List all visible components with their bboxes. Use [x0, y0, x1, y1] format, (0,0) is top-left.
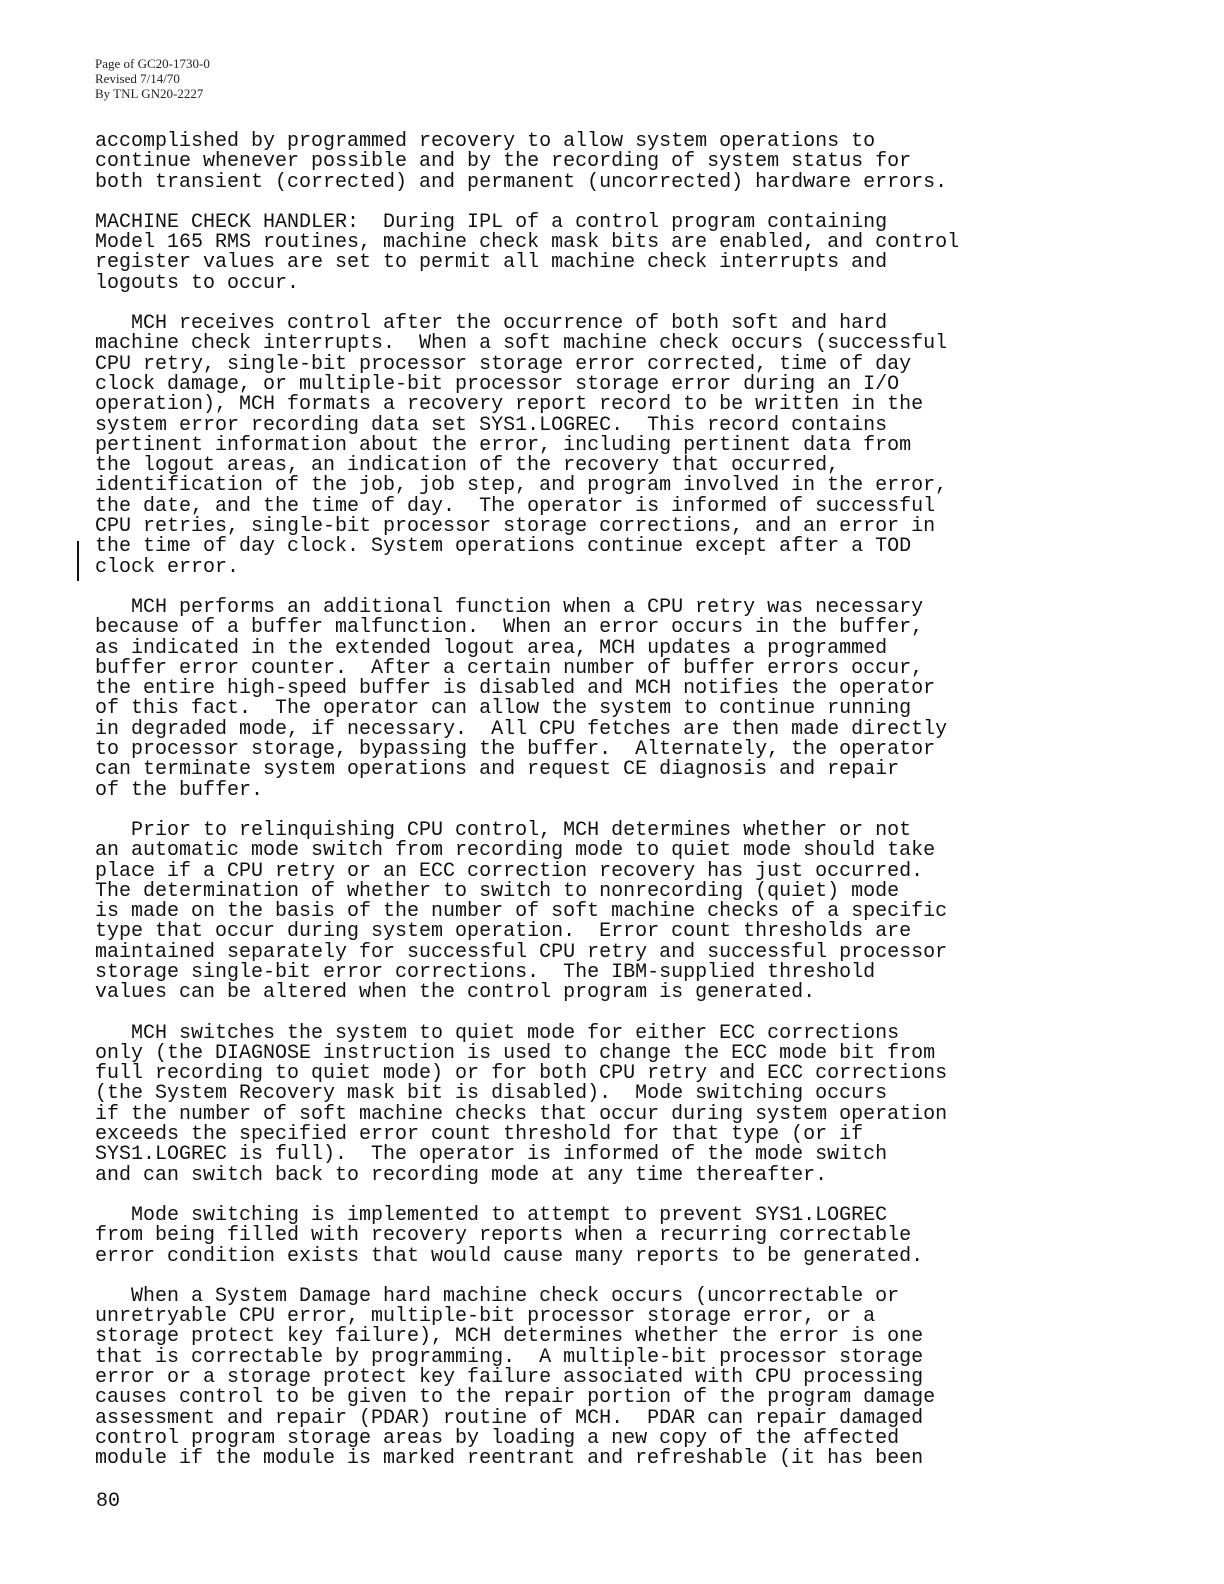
- text-line: both transient (corrected) and permanent (uncorrected) hardware errors.: [95, 170, 948, 194]
- text-line: can terminate system operations and request CE diagnosis and repair: [95, 758, 900, 782]
- text-line: Mode switching is implemented to attempt to prevent SYS1.LOGREC: [95, 1203, 888, 1227]
- text-line: error or a storage protect key failure associated with CPU processing: [95, 1366, 924, 1390]
- text-line: clock damage, or multiple-bit processor storage error during an I/O: [95, 372, 900, 396]
- text-line: SYS1.LOGREC is full). The operator is informed of the mode switch: [95, 1143, 888, 1167]
- text-line: to processor storage, bypassing the buffer. Alternately, the operator: [95, 738, 936, 762]
- text-line: is made on the basis of the number of soft machine checks of a specific: [95, 900, 948, 924]
- text-line: maintained separately for successful CPU retry and successful processor: [95, 940, 948, 964]
- text-line: an automatic mode switch from recording mode to quiet mode should take: [95, 839, 936, 863]
- text-line: machine check interrupts. When a soft machine check occurs (successful: [95, 332, 948, 356]
- header-revision-date: Revised 7/14/70: [95, 71, 180, 86]
- revision-change-bar: [77, 541, 79, 581]
- paragraph: [95, 1203, 975, 1268]
- text-line: identification of the job, job step, and program involved in the error,: [95, 474, 948, 498]
- page-header: [95, 56, 210, 101]
- text-line: (the System Recovery mask bit is disabled). Mode switching occurs: [95, 1082, 888, 1106]
- text-line: logouts to occur.: [95, 271, 300, 295]
- text-line: from being filled with recovery reports when a recurring correctable: [95, 1224, 912, 1248]
- page-number: 80: [96, 1490, 121, 1513]
- text-line: because of a buffer malfunction. When an error occurs in the buffer,: [95, 616, 924, 640]
- text-line: CPU retries, single-bit processor storage corrections, and an error in: [95, 515, 936, 539]
- text-line: as indicated in the extended logout area, MCH updates a programmed: [95, 636, 888, 660]
- text-line: MCH switches the system to quiet mode for either ECC corrections: [95, 1021, 900, 1045]
- text-line: system error recording data set SYS1.LOGREC. This record contains: [95, 413, 888, 437]
- paragraph: [95, 1284, 975, 1471]
- text-line: module if the module is marked reentrant and refreshable (it has been: [95, 1447, 924, 1471]
- text-line: type that occur during system operation. Error count thresholds are: [95, 920, 912, 944]
- text-line: only (the DIAGNOSE instruction is used to change the ECC mode bit from: [95, 1041, 936, 1065]
- text-line: Prior to relinquishing CPU control, MCH determines whether or not: [95, 818, 912, 842]
- text-line: the logout areas, an indication of the recovery that occurred,: [95, 454, 840, 478]
- body-text: [95, 132, 975, 1490]
- paragraph: [95, 132, 975, 193]
- text-line: unretryable CPU error, multiple-bit processor storage error, or a: [95, 1305, 876, 1329]
- text-line: storage single-bit error corrections. The IBM-supplied threshold: [95, 960, 876, 984]
- text-line: Model 165 RMS routines, machine check mask bits are enabled, and control: [95, 231, 960, 255]
- text-line: in degraded mode, if necessary. All CPU fetches are then made directly: [95, 717, 948, 741]
- text-line: full recording to quiet mode) or for both CPU retry and ECC corrections: [95, 1062, 948, 1086]
- text-line: clock error.: [95, 555, 240, 579]
- text-line: place if a CPU retry or an ECC correction recovery has just occurred.: [95, 859, 924, 883]
- text-line: storage protect key failure), MCH determines whether the error is one: [95, 1325, 924, 1349]
- text-line: continue whenever possible and by the recording of system status for: [95, 150, 912, 174]
- header-doc-id: Page of GC20-1730-0: [95, 56, 210, 71]
- text-line: exceeds the specified error count threshold for that type (or if: [95, 1123, 864, 1147]
- paragraph: [95, 210, 975, 295]
- text-line: causes control to be given to the repair portion of the program damage: [95, 1386, 936, 1410]
- text-line: values can be altered when the control program is generated.: [95, 981, 816, 1005]
- text-line: the time of day clock. System operations continue except after a TOD: [95, 535, 912, 559]
- text-line: if the number of soft machine checks that occur during system operation: [95, 1102, 948, 1126]
- text-line: MACHINE CHECK HANDLER: During IPL of a control program containing: [95, 210, 888, 234]
- paragraph: [95, 1021, 975, 1187]
- header-tnl: By TNL GN20-2227: [95, 86, 204, 101]
- paragraph: [95, 818, 975, 1005]
- text-line: and can switch back to recording mode at any time thereafter.: [95, 1163, 828, 1187]
- text-line: the entire high-speed buffer is disabled and MCH notifies the operator: [95, 677, 936, 701]
- text-line: error condition exists that would cause many reports to be generated.: [95, 1244, 924, 1268]
- text-line: buffer error counter. After a certain number of buffer errors occur,: [95, 656, 924, 680]
- text-line: CPU retry, single-bit processor storage error corrected, time of day: [95, 352, 912, 376]
- text-line: The determination of whether to switch to nonrecording (quiet) mode: [95, 879, 900, 903]
- text-line: of the buffer.: [95, 778, 264, 802]
- text-line: control program storage areas by loading a new copy of the affected: [95, 1426, 900, 1450]
- text-line: register values are set to permit all machine check interrupts and: [95, 251, 888, 275]
- text-line: accomplished by programmed recovery to allow system operations to: [95, 130, 876, 153]
- text-line: the date, and the time of day. The operator is informed of successful: [95, 494, 936, 518]
- text-line: pertinent information about the error, including pertinent data from: [95, 433, 912, 457]
- text-line: When a System Damage hard machine check occurs (uncorrectable or: [95, 1284, 900, 1308]
- text-line: that is correctable by programming. A multiple-bit processor storage: [95, 1345, 924, 1369]
- text-line: MCH performs an additional function when a CPU retry was necessary: [95, 595, 924, 619]
- paragraph: [95, 595, 975, 802]
- text-line: MCH receives control after the occurrence of both soft and hard: [95, 312, 888, 336]
- text-line: assessment and repair (PDAR) routine of MCH. PDAR can repair damaged: [95, 1406, 924, 1430]
- text-line: operation), MCH formats a recovery report record to be written in the: [95, 393, 924, 417]
- paragraph: [95, 314, 975, 578]
- text-line: of this fact. The operator can allow the system to continue running: [95, 697, 912, 721]
